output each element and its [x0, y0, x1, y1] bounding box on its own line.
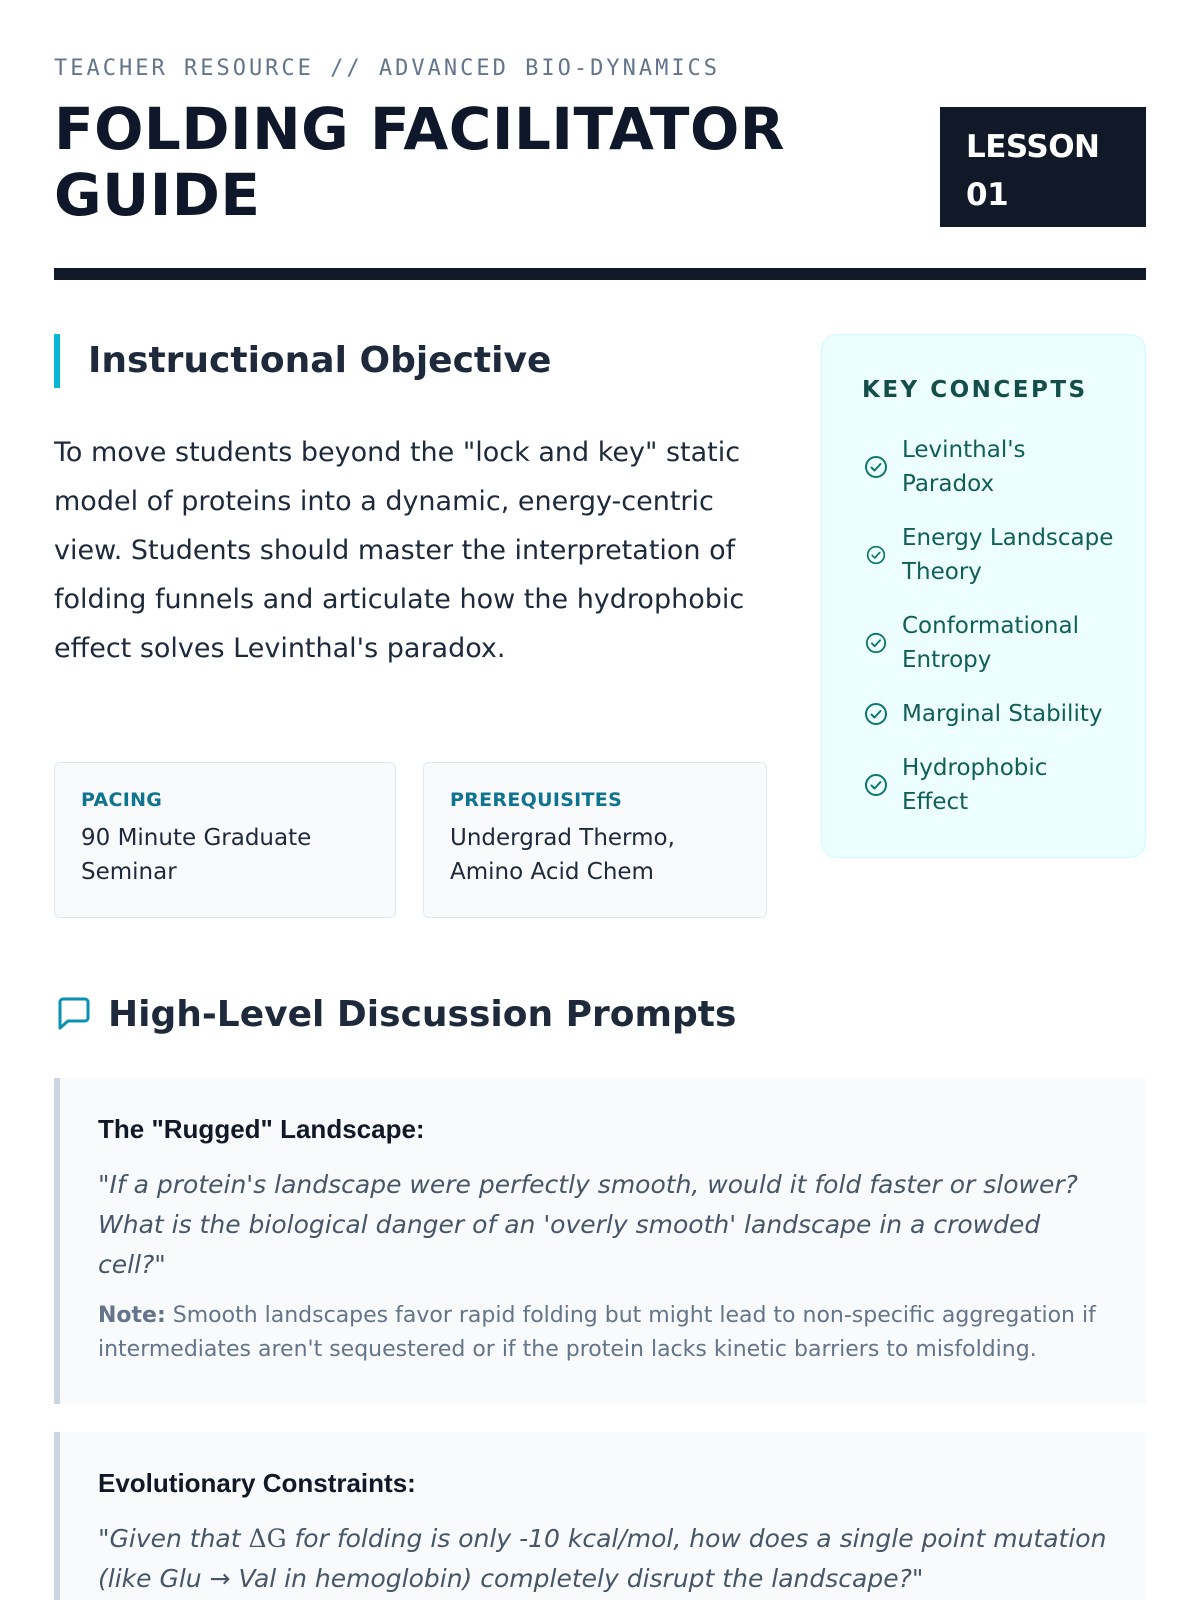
check-circle-icon: [862, 453, 890, 481]
chat-bubble-icon: [54, 994, 94, 1034]
concept-label: Marginal Stability: [902, 701, 1103, 727]
discussion-heading-row: [54, 986, 736, 1042]
concept-label: Levinthal's Paradox: [902, 437, 1026, 497]
pacing-card: [54, 762, 396, 918]
check-circle-icon: [862, 541, 890, 569]
prompt-quote: [98, 1519, 1108, 1599]
concept-item: [862, 521, 1115, 589]
objective-heading: Instructional Objective: [54, 334, 551, 388]
key-concepts-title: KEY CONCEPTS: [862, 377, 1088, 403]
concept-label: Hydrophobic Effect: [902, 755, 1048, 815]
discussion-prompt: [54, 1078, 1146, 1404]
concept-item: [862, 697, 1115, 731]
prompt-note-label: Note:: [98, 1303, 166, 1328]
prompt-quote: "If a protein's landscape were perfectly smooth, would it fold faster or slower? What is the biological danger of an 'overly smooth' landscape in a crowded cell?": [98, 1170, 1078, 1279]
prompt-quote-end: for folding is only -10 kcal/mol, how does a single point mutation (like Glu → Val in hemoglobin) completely disrupt the landscape?": [98, 1524, 1107, 1593]
objective-text: To move students beyond the "lock and key" static model of proteins into a dynamic, energy-centric view. Students should master the interpretation of folding funnels and articulate how the hydrophobic effect solves Levinthal's paradox.: [54, 437, 745, 664]
prompt-quote-start: "Given that: [98, 1524, 249, 1553]
prerequisites-label: PREREQUISITES: [450, 789, 623, 811]
prompt-note-text: Smooth landscapes favor rapid folding but might lead to non-specific aggregation if intermediates aren't sequestered or if the protein lacks kinetic barriers to misfolding.: [98, 1303, 1096, 1362]
pacing-value: 90 Minute Graduate Seminar: [81, 825, 312, 885]
key-concepts-panel: [821, 334, 1146, 858]
check-circle-icon: [862, 700, 890, 728]
concept-item: [862, 433, 1115, 501]
prompt-title: Evolutionary Constraints:: [98, 1468, 416, 1498]
discussion-prompt: [54, 1432, 1146, 1600]
delta-g-symbol: ΔG: [248, 1524, 287, 1553]
concept-item: [862, 751, 1115, 819]
page-title: FOLDING FACILITATOR GUIDE: [54, 95, 785, 229]
lesson-badge: LESSON 01: [940, 107, 1146, 227]
concept-label: Conformational Entropy: [902, 613, 1079, 673]
pacing-label: PACING: [81, 789, 163, 811]
concept-item: [862, 609, 1115, 677]
prerequisites-value: Undergrad Thermo, Amino Acid Chem: [450, 825, 675, 885]
eyebrow-label: TEACHER RESOURCE // ADVANCED BIO-DYNAMICS: [54, 56, 721, 81]
prompt-note: [98, 1299, 1108, 1367]
check-circle-icon: [862, 629, 890, 657]
prerequisites-card: [423, 762, 767, 918]
check-circle-icon: [862, 771, 890, 799]
prompt-title: The "Rugged" Landscape:: [98, 1114, 425, 1144]
discussion-heading: High-Level Discussion Prompts: [108, 993, 737, 1035]
header-divider: [54, 268, 1146, 280]
concept-label: Energy Landscape Theory: [902, 525, 1114, 585]
facilitator-guide-page: [54, 0, 1146, 1600]
